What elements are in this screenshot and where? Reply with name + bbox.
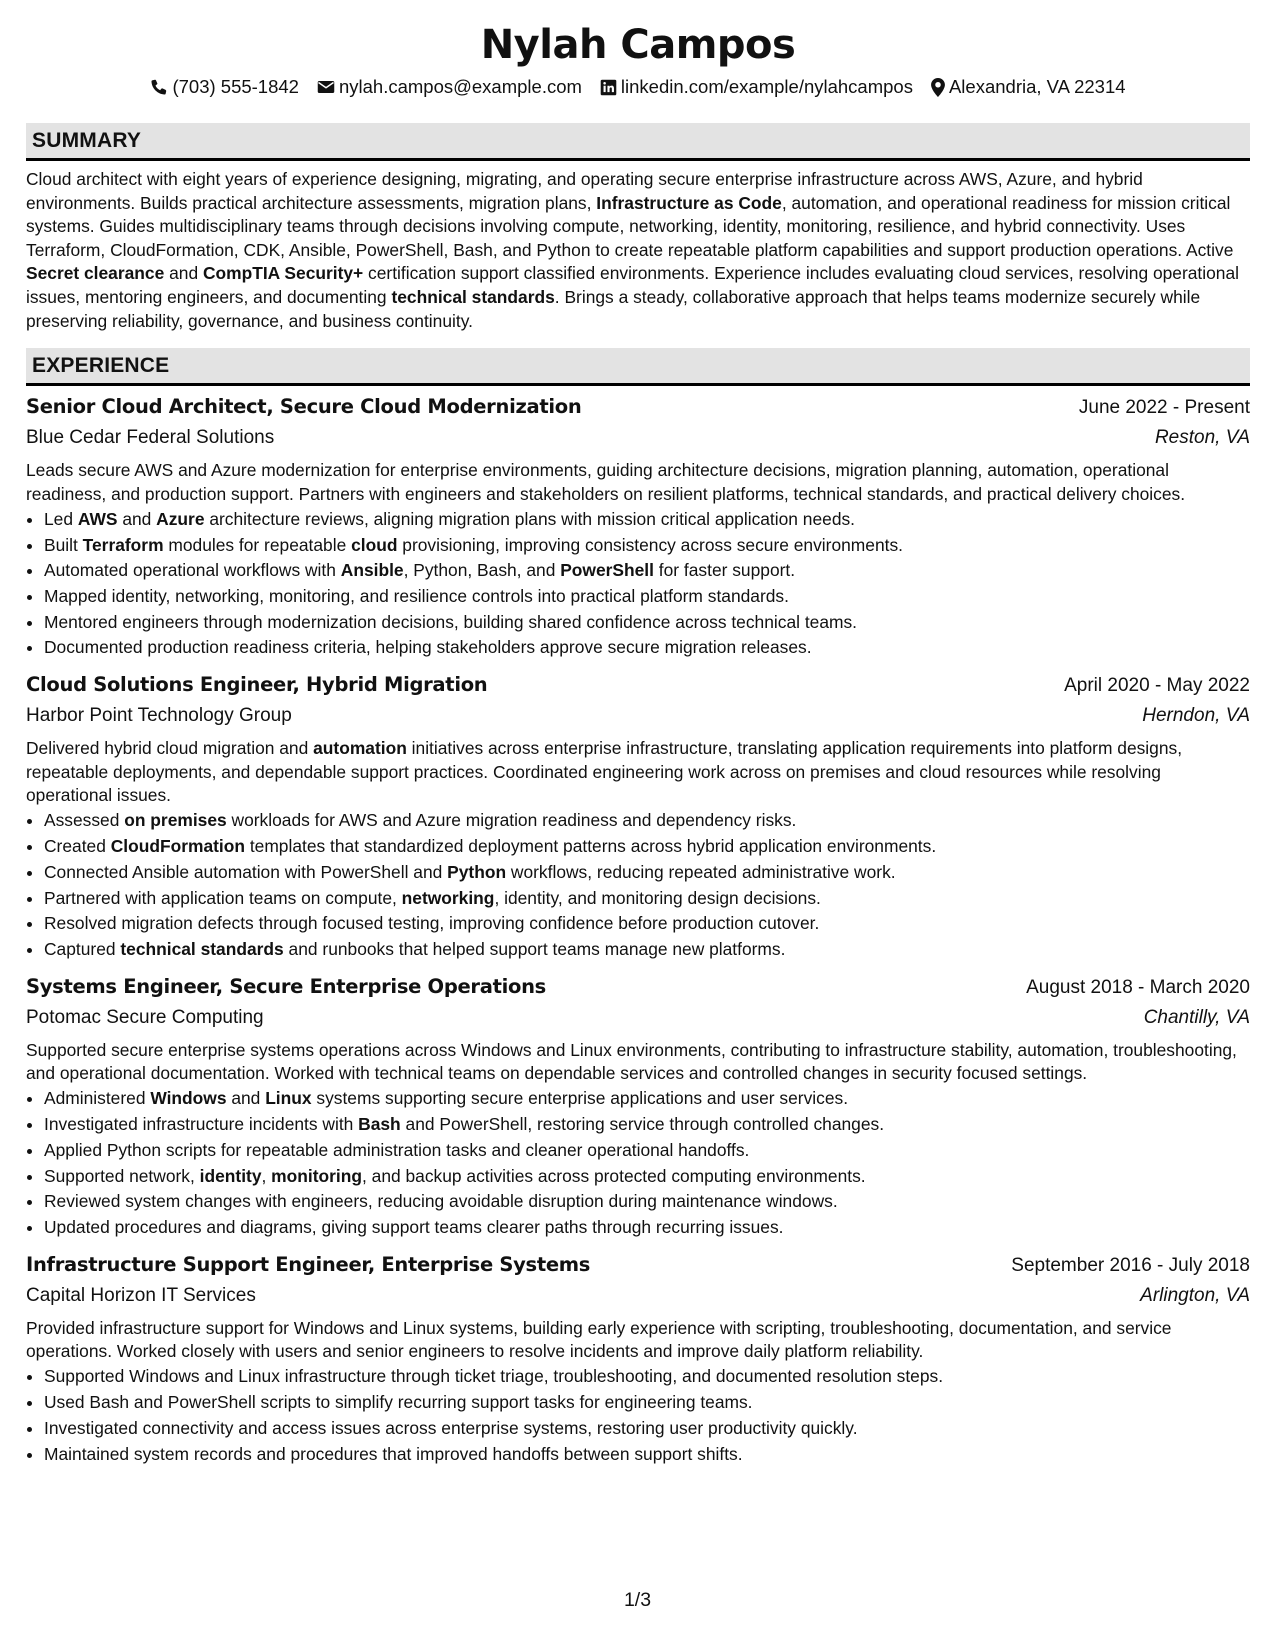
resume-page — [26, 20, 1250, 1467]
experience-entry — [26, 1250, 1250, 1468]
job-bullets — [26, 1364, 1250, 1467]
contact-bar — [26, 74, 1250, 100]
bullet-item: • Partnered with application teams on compute, networking, identity, and monitoring design decisions. — [44, 886, 1250, 912]
summary-text: Cloud architect with eight years of experience designing, migrating, and operating secure enterprise infrastructure across AWS, Azure, and hybrid environments. Builds practical architecture assessments, migration plans, Infrastructure as Code, automation, and operational readiness for mission critical systems. Guides multidisciplinary teams through decisions involving compute, networking, identity, monitoring, resilience, and hybrid connectivity. Uses Terraform, CloudFormation, CDK, Ansible, PowerShell, Bash, and Python to create repeatable platform capabilities and support production operations. Active Secret clearance and CompTIA Security+ certification support classified environments. Experience includes evaluating cloud services, resolving operational issues, mentoring engineers, and documenting technical standards. Brings a steady, collaborative approach that helps teams modernize securely while preserving reliability, governance, and business continuity. — [26, 169, 1240, 331]
bullet-item: • Updated procedures and diagrams, giving support teams clearer paths through recurring issues. — [44, 1215, 1250, 1241]
bullet-item: • Mapped identity, networking, monitoring, and resilience controls into practical platform standards. — [44, 584, 1250, 610]
bullet-item: • Mentored engineers through modernization decisions, building shared confidence across technical teams. — [44, 610, 1250, 636]
page-number: 1/3 — [623, 1589, 652, 1611]
email-text: nylah.campos@example.com — [338, 76, 582, 97]
job-description: Leads secure AWS and Azure modernization for enterprise environments, guiding architecture decisions, migration planning, automation, operational readiness, and production support. Partners with engineers and stakeholders on resilient platforms, technical standards, and practical delivery choices. — [26, 460, 1186, 504]
section-title: EXPERIENCE — [32, 353, 170, 377]
job-bullets — [26, 1086, 1250, 1240]
section-header — [26, 348, 1250, 386]
job-header — [26, 972, 1250, 1003]
job-title: Cloud Solutions Engineer, Hybrid Migration — [26, 673, 488, 697]
job-location: Herndon, VA — [1142, 705, 1250, 727]
bullet-item: • Assessed on premises workloads for AWS and Azure migration readiness and dependency risks. — [44, 808, 1250, 834]
job-company: Capital Horizon IT Services — [26, 1284, 256, 1306]
section-header — [26, 123, 1250, 161]
bullet-item: • Led AWS and Azure architecture reviews, aligning migration plans with mission critical application needs. — [44, 507, 1250, 533]
job-company: Harbor Point Technology Group — [26, 705, 292, 727]
experience-section — [26, 348, 1250, 1467]
bullet-item: • Used Bash and PowerShell scripts to simplify recurring support tasks for engineering teams. — [44, 1390, 1250, 1416]
bullet-item: • Investigated infrastructure incidents with Bash and PowerShell, restoring service through controlled changes. — [44, 1112, 1250, 1138]
phone-icon — [150, 78, 168, 96]
section-title: SUMMARY — [32, 128, 142, 152]
job-location: Reston, VA — [1154, 427, 1250, 449]
linkedin-icon — [600, 79, 617, 96]
job-subheader — [26, 1003, 1250, 1033]
job-dates: September 2016 - July 2018 — [1011, 1254, 1250, 1276]
job-title: Systems Engineer, Secure Enterprise Operations — [26, 974, 546, 998]
job-title: Infrastructure Support Engineer, Enterprise Systems — [26, 1252, 591, 1276]
bullet-item: • Supported Windows and Linux infrastructure through ticket triage, troubleshooting, and documented resolution steps. — [44, 1364, 1250, 1390]
job-location: Arlington, VA — [1140, 1284, 1250, 1306]
job-description: Delivered hybrid cloud migration and automation initiatives across enterprise infrastructure, translating application requirements into platform designs, repeatable deployments, and dependable support practices. Coordinated engineering work across on premises and cloud resources while resolving operational issues. — [26, 738, 1183, 805]
contact-linkedin[interactable] — [600, 74, 913, 100]
bullet-item: • Built Terraform modules for repeatable cloud provisioning, improving consistency across secure environments. — [44, 533, 1250, 559]
job-description: Supported secure enterprise systems operations across Windows and Linux environments, contributing to infrastructure stability, automation, troubleshooting, and operational documentation. Worked with technical teams on dependable services and controlled changes in security focused settings. — [26, 1039, 1237, 1084]
job-company: Blue Cedar Federal Solutions — [26, 427, 275, 449]
job-bullets — [26, 808, 1250, 962]
bullet-item: • Maintained system records and procedures that improved handoffs between support shifts. — [44, 1442, 1250, 1468]
experience-entry — [26, 972, 1250, 1241]
location-text: Alexandria, VA 22314 — [948, 76, 1126, 97]
bullet-item: • Administered Windows and Linux systems supporting secure enterprise applications and user services. — [44, 1086, 1250, 1112]
map-pin-icon — [931, 78, 945, 97]
contact-email[interactable] — [317, 74, 582, 100]
summary-section — [26, 123, 1250, 333]
linkedin-text: linkedin.com/example/nylahcampos — [620, 76, 913, 97]
job-header — [26, 392, 1250, 423]
job-dates: August 2018 - March 2020 — [1026, 976, 1250, 998]
job-header — [26, 670, 1250, 701]
job-dates: June 2022 - Present — [1078, 397, 1250, 419]
bullet-item: • Resolved migration defects through focused testing, improving confidence before production cutover. — [44, 911, 1250, 937]
contact-phone[interactable] — [150, 74, 299, 100]
job-subheader — [26, 701, 1250, 731]
experience-list — [26, 392, 1250, 1467]
job-bullets — [26, 507, 1250, 661]
bullet-item: • Connected Ansible automation with PowerShell and Python workflows, reducing repeated administrative work. — [44, 860, 1250, 886]
bullet-item: • Applied Python scripts for repeatable administration tasks and cleaner operational handoffs. — [44, 1138, 1250, 1164]
phone-text: (703) 555-1842 — [172, 76, 299, 97]
envelope-icon — [317, 79, 335, 95]
job-location: Chantilly, VA — [1143, 1006, 1250, 1028]
job-subheader — [26, 1281, 1250, 1311]
job-header — [26, 1250, 1250, 1281]
job-subheader — [26, 423, 1250, 453]
contact-location — [931, 74, 1126, 100]
job-description: Provided infrastructure support for Windows and Linux systems, building early experience with scripting, troubleshooting, documentation, and service operations. Worked closely with users and senior engineers to resolve incidents and improve daily platform reliability. — [26, 1317, 1172, 1362]
bullet-item: • Documented production readiness criteria, helping stakeholders approve secure migration releases. — [44, 635, 1250, 661]
bullet-item: • Investigated connectivity and access issues across enterprise systems, restoring user productivity quickly. — [44, 1416, 1250, 1442]
bullet-item: • Captured technical standards and runbooks that helped support teams manage new platforms. — [44, 937, 1250, 963]
experience-entry — [26, 670, 1250, 962]
candidate-name: Nylah Campos — [480, 22, 796, 68]
job-company: Potomac Secure Computing — [26, 1006, 264, 1028]
bullet-item: • Reviewed system changes with engineers, reducing avoidable disruption during maintenance windows. — [44, 1189, 1250, 1215]
job-dates: April 2020 - May 2022 — [1064, 675, 1250, 697]
job-title: Senior Cloud Architect, Secure Cloud Modernization — [26, 395, 582, 419]
bullet-item: • Created CloudFormation templates that standardized deployment patterns across hybrid application environments. — [44, 834, 1250, 860]
experience-entry — [26, 392, 1250, 661]
bullet-item: • Supported network, identity, monitoring, and backup activities across protected computing environments. — [44, 1164, 1250, 1190]
bullet-item: • Automated operational workflows with Ansible, Python, Bash, and PowerShell for faster support. — [44, 558, 1250, 584]
